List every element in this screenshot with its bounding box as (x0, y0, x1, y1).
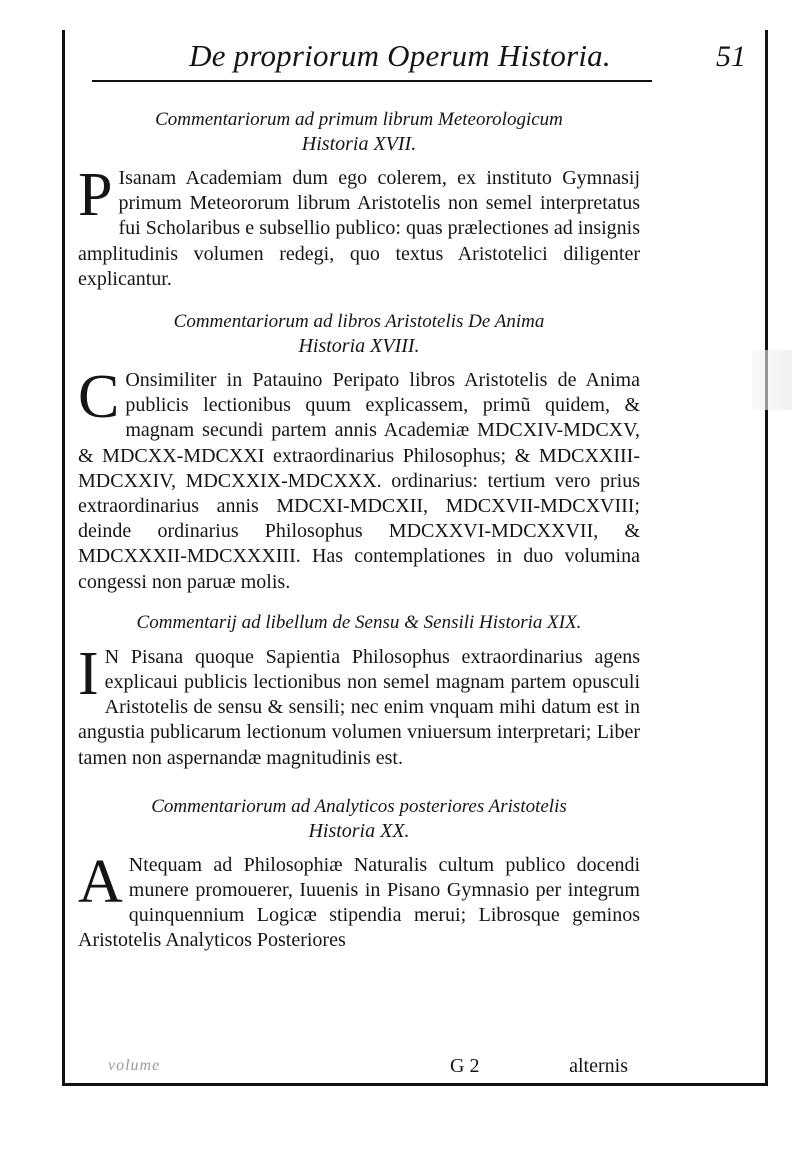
drop-cap: I (78, 639, 99, 708)
drop-cap: P (78, 161, 113, 229)
drop-cap: A (78, 847, 123, 916)
catchword: alternis (569, 1055, 628, 1077)
section-paragraph (78, 363, 640, 595)
main-text (78, 108, 640, 954)
bleed-through-text: volume (108, 1057, 161, 1074)
heading-subline: Historia XVII. (301, 133, 417, 155)
section-historia-xviii (78, 310, 640, 595)
heading-line: Commentariorum ad libros Aristotelis De Anima (173, 311, 545, 333)
page-number: 51 (716, 40, 746, 73)
section-paragraph (78, 847, 640, 954)
heading-line: Commentarij ad libellum de Sensu & Sensili Historia XIX. (136, 611, 582, 633)
paragraph-text: Onsimiliter in Patauino Peripato libros Aristotelis de Anima publicis lectionibus quum explicassem, primũ quidem, & magnam secundi partem annis Academiæ MDCXIV-MDCXV, & MDCXX-MDCXXI extraordinarius Philosophus; & MDCXXIII-MDCXXIV, MDCXXIX-MDCXXX. ordinarius: tertium vero prius extraordinarius annis MDCXI-MDCXII, MDCXVII-MDCXVIII; deinde ordinarius Philosophus MDCXXVI-MDCXXVII, & MDCXXXII-MDCXXXIII. Has contemplationes in duo volumina congessi non paruæ molis. (78, 369, 640, 593)
signature-mark: G 2 (450, 1055, 480, 1077)
section-paragraph (78, 639, 640, 771)
section-paragraph (78, 161, 640, 292)
heading-line: Commentariorum ad primum librum Meteorologicum (155, 109, 563, 130)
page-footer (108, 1055, 628, 1083)
heading-line: Commentariorum ad Analyticos posteriores Aristotelis (151, 795, 567, 817)
heading-subline: Historia XX. (308, 819, 410, 842)
page-header (80, 38, 760, 78)
paragraph-text: Isanam Academiam dum ego colerem, ex instituto Gymnasij primum Meteororum librum Aristotelis non semel interpretatus fui Scholaribus e subsellio publico: quas prælectiones ad insignis amplitudinis volumen redegi, quo textus Aristotelici diligenter explicantur. (78, 167, 640, 290)
paragraph-text: N Pisana quoque Sapientia Philosophus extraordinarius agens explicaui publicis lectionibus non semel magnam partem opusculi Aristotelis de sensu & sensili; nec enim vnquam mihi datum est in angustia publicarum lectionum volumen vniuersum interpretari; Liber tamen non aspernandæ magnitudinis est. (78, 645, 640, 769)
section-heading (78, 108, 640, 156)
section-historia-xix (78, 611, 640, 771)
paragraph-text: Ntequam ad Philosophiæ Naturalis cultum publico docendi munere promouerer, Iuuenis in Pisano Gymnasio per integrum quinquennium Logicæ stipendia merui; Librosque geminos Aristotelis Analyticos Posteriores (78, 853, 640, 952)
section-heading (78, 795, 640, 843)
drop-cap: C (78, 363, 120, 432)
section-heading (78, 611, 640, 635)
section-historia-xx (78, 795, 640, 954)
running-title: De propriorum Operum Historia. (189, 38, 611, 73)
section-historia-xvii (78, 108, 640, 292)
heading-subline: Historia XVIII. (298, 335, 420, 358)
section-heading (78, 310, 640, 358)
header-rule (92, 80, 652, 82)
bleed-through-shadow (752, 350, 792, 410)
